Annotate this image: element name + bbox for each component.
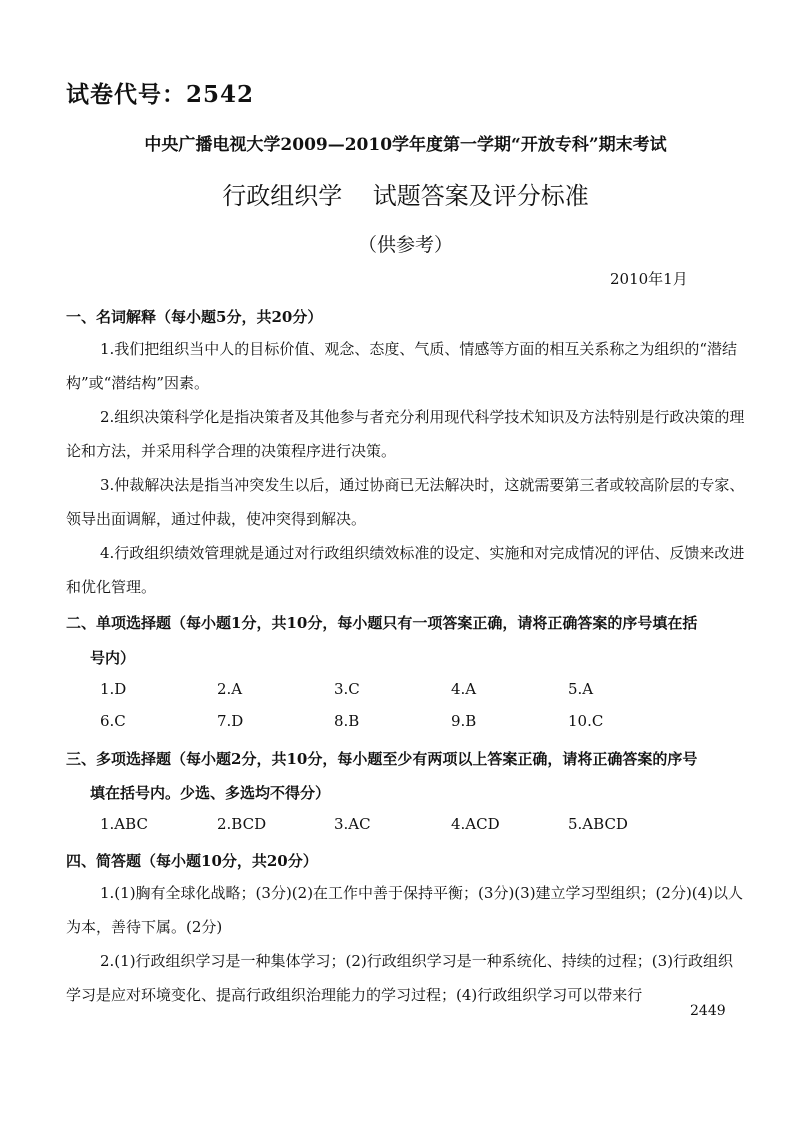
section-3-title: 三、多项选择题（每小题2分，共10分，每小题至少有两项以上答案正确，请将正确答案的序号 bbox=[66, 750, 698, 768]
section-4-item-2: 2.(1)行政组织学习是一种集体学习；(2)行政组织学习是一种系统化、持续的过程；(3)行政组织学习是应对环境变化、提高行政组织治理能力的学习过程；(4)行政组织学习可以带来行 bbox=[66, 952, 734, 1004]
answer: 6.C bbox=[100, 712, 126, 730]
section-1-item-1: 1.我们把组织当中人的目标价值、观念、态度、气质、情感等方面的相互关系称之为组织的“潜结构”或“潜结构”因素。 bbox=[66, 340, 737, 392]
section-3-answers-row-1 bbox=[100, 815, 685, 833]
section-2-title: 二、单项选择题（每小题1分，共10分，每小题只有一项答案正确，请将正确答案的序号填在括 bbox=[66, 614, 698, 632]
answer: 10.C bbox=[568, 712, 604, 730]
section-4-title: 四、简答题（每小题10分，共20分） bbox=[66, 852, 318, 870]
answer: 4.ACD bbox=[451, 815, 500, 833]
section-1-item-4: 4.行政组织绩效管理就是通过对行政组织绩效标准的设定、实施和对完成情况的评估、反馈来改进和优化管理。 bbox=[66, 544, 745, 596]
section-1-title: 一、名词解释（每小题5分，共20分） bbox=[66, 308, 323, 326]
section-2-answers-row-2 bbox=[100, 712, 685, 730]
answer: 2.BCD bbox=[217, 815, 267, 833]
answer: 5.ABCD bbox=[568, 815, 628, 833]
answer: 1.ABC bbox=[100, 815, 148, 833]
paper-code: 试卷代号：2542 bbox=[66, 81, 255, 108]
document-subtitle: （供参考） bbox=[357, 234, 453, 256]
page-number: 2449 bbox=[690, 1003, 726, 1019]
answer: 3.C bbox=[334, 680, 360, 698]
section-1-item-2: 2.组织决策科学化是指决策者及其他参与者充分利用现代科学技术知识及方法特别是行政决策的理论和方法，并采用科学合理的决策程序进行决策。 bbox=[66, 408, 745, 460]
exam-title: 中央广播电视大学2009—2010学年度第一学期“开放专科”期末考试 bbox=[144, 135, 667, 155]
answer: 8.B bbox=[334, 712, 360, 730]
answer: 7.D bbox=[217, 712, 244, 730]
answer: 9.B bbox=[451, 712, 477, 730]
section-4-item-1: 1.(1)胸有全球化战略；(3分)(2)在工作中善于保持平衡；(3分)(3)建立学习型组织；(2分)(4)以人为本，善待下属。(2分) bbox=[66, 884, 744, 936]
answer: 3.AC bbox=[334, 815, 371, 833]
section-1-item-3: 3.仲裁解决法是指当冲突发生以后，通过协商已无法解决时，这就需要第三者或较高阶层的专家、领导出面调解，通过仲裁，使冲突得到解决。 bbox=[66, 476, 745, 528]
answer: 2.A bbox=[217, 680, 243, 698]
document-date: 2010年1月 bbox=[610, 270, 688, 288]
section-2-title-cont: 号内） bbox=[90, 649, 136, 667]
answer: 5.A bbox=[568, 680, 594, 698]
answer: 4.A bbox=[451, 680, 477, 698]
section-3-title-cont: 填在括号内。少选、多选均不得分） bbox=[90, 784, 331, 802]
answer: 1.D bbox=[100, 680, 127, 698]
document-title: 行政组织学 试题答案及评分标准 bbox=[222, 182, 589, 210]
section-2-answers-row-1 bbox=[100, 680, 685, 698]
